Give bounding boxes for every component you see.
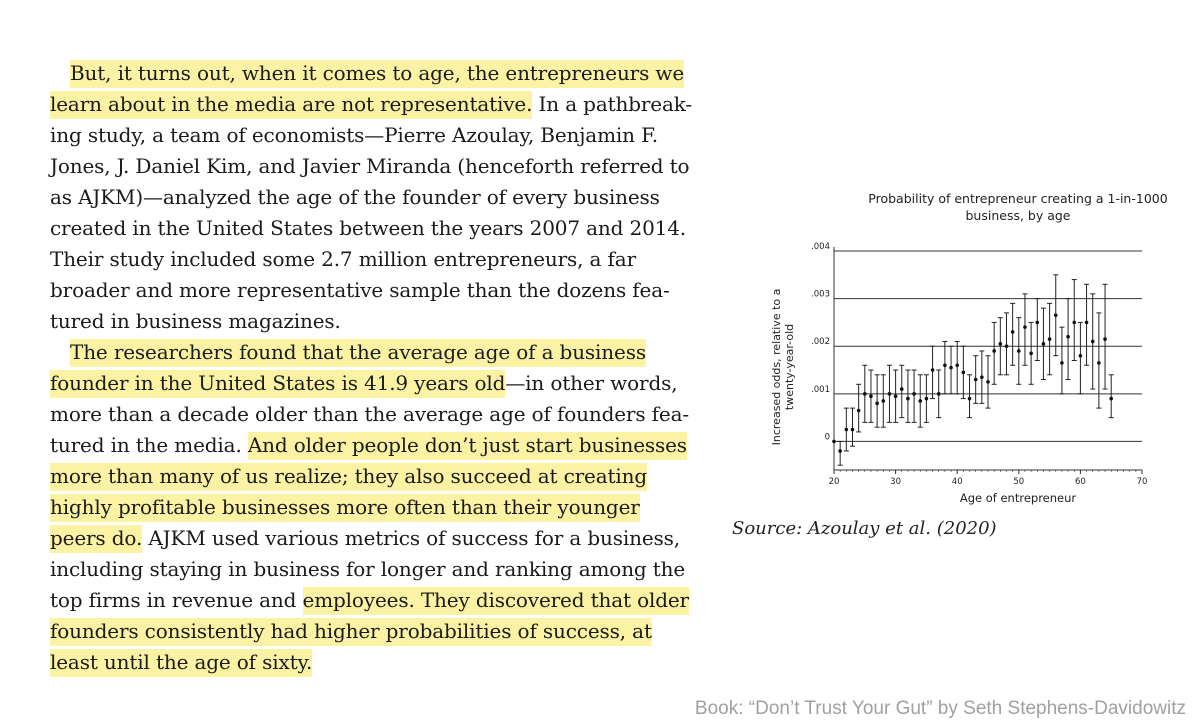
data-point <box>1004 313 1009 375</box>
point-marker <box>912 392 916 396</box>
text-line <box>50 337 700 368</box>
point-marker <box>869 394 873 398</box>
point-marker <box>1085 321 1089 325</box>
point-marker <box>1054 313 1058 317</box>
y-tick-label: .003 <box>811 289 830 300</box>
highlight: founder in the United States is 41.9 years old <box>50 370 505 398</box>
data-point <box>992 322 997 384</box>
chart-title-line2: business, by age <box>965 208 1071 223</box>
point-marker <box>1017 349 1021 353</box>
point-marker <box>1048 337 1052 341</box>
data-point <box>1029 322 1034 384</box>
gridlines <box>834 251 1142 441</box>
point-marker <box>1103 337 1107 341</box>
point-marker <box>1091 340 1095 344</box>
point-marker <box>974 378 978 382</box>
text-line: created in the United States between the years 2007 and 2014. <box>50 216 687 240</box>
data-point <box>838 441 843 465</box>
point-marker <box>875 402 879 406</box>
y-axis-label-line2: twenty-year-old <box>783 323 796 411</box>
point-marker <box>845 428 849 432</box>
highlight: employees. They discovered that older <box>303 587 689 615</box>
data-point <box>905 370 910 422</box>
y-tick-label: 0 <box>824 432 830 443</box>
point-marker <box>992 349 996 353</box>
data-point <box>930 346 935 398</box>
data-point <box>1022 294 1027 365</box>
data-point <box>1041 308 1046 379</box>
data-point <box>1078 322 1083 393</box>
data-point <box>844 408 849 451</box>
point-marker <box>900 387 904 391</box>
point-marker <box>888 392 892 396</box>
data-point <box>1010 303 1015 365</box>
point-marker <box>1066 335 1070 339</box>
data-point <box>893 370 898 422</box>
y-tick-label: .002 <box>811 337 830 348</box>
point-marker <box>918 399 922 403</box>
text-line <box>50 647 700 678</box>
text-line <box>50 616 700 647</box>
text-line: ing study, a team of economists—Pierre Azoulay, Benjamin F. <box>50 123 658 147</box>
text-line: tured in business magazines. <box>50 309 341 333</box>
age-success-chart <box>760 185 1180 515</box>
text-segment: —in other words, <box>505 371 678 395</box>
data-point <box>881 375 886 427</box>
point-marker <box>1011 330 1015 334</box>
point-marker <box>857 409 861 413</box>
tick-labels <box>811 242 1147 487</box>
data-point <box>967 375 972 418</box>
book-text <box>50 58 700 678</box>
book-credit: Book: “Don’t Trust Your Gut” by Seth Stephens-Davidowitz <box>694 698 1186 719</box>
data-point <box>1053 275 1058 356</box>
text-line <box>50 461 700 492</box>
text-line: as AJKM)—analyzed the age of the founder of every business <box>50 185 660 209</box>
point-marker <box>1097 361 1101 365</box>
data-point <box>924 375 929 423</box>
point-marker <box>955 363 959 367</box>
chart-svg <box>760 185 1180 515</box>
text-line: Their study included some 2.7 million entrepreneurs, a far <box>50 247 636 271</box>
highlight: least until the age of sixty. <box>50 649 312 677</box>
highlight: peers do. <box>50 525 142 553</box>
point-marker <box>1005 344 1009 348</box>
data-point <box>1072 280 1077 361</box>
point-marker <box>999 342 1003 346</box>
text-line <box>50 89 700 120</box>
point-marker <box>937 392 941 396</box>
x-tick-label: 30 <box>890 477 902 487</box>
point-marker <box>1035 321 1039 325</box>
text-segment: AJKM used various metrics of success for a business, <box>142 526 680 550</box>
point-marker <box>1109 397 1113 401</box>
data-point <box>949 346 954 394</box>
data-point <box>1084 284 1089 365</box>
point-marker <box>980 375 984 379</box>
highlight: learn about in the media are not representative. <box>50 91 532 119</box>
x-tick-label: 70 <box>1136 477 1148 487</box>
x-tick-label: 20 <box>828 477 840 487</box>
data-point <box>1090 294 1095 389</box>
point-marker <box>931 368 935 372</box>
data-point <box>850 408 855 446</box>
text-line <box>50 523 700 554</box>
text-line: broader and more representative sample than the dozens fea- <box>50 278 670 302</box>
data-point <box>986 356 991 408</box>
y-axis-label-line1: Increased odds, relative to a <box>770 288 783 446</box>
highlight: highly profitable businesses more often than their younger <box>50 494 640 522</box>
figure-source: Source: Azoulay et al. (2020) <box>732 518 997 539</box>
text-line <box>50 368 700 399</box>
text-line: Jones, J. Daniel Kim, and Javier Miranda (henceforth referred to <box>50 154 690 178</box>
text-segment: In a pathbreak- <box>532 92 692 116</box>
highlight: But, it turns out, when it comes to age, the entrepreneurs we <box>70 60 684 88</box>
text-line <box>50 58 700 89</box>
data-point <box>1066 299 1071 380</box>
point-marker <box>949 366 953 370</box>
data-point <box>875 375 880 427</box>
data-point <box>912 370 917 422</box>
x-tick-label: 50 <box>1013 477 1025 487</box>
data-point <box>1109 375 1114 418</box>
data-point <box>973 356 978 404</box>
x-axis-label: Age of entrepreneur <box>959 491 1077 505</box>
point-marker <box>832 440 836 444</box>
x-tick-label: 40 <box>951 477 963 487</box>
data-point <box>887 365 892 422</box>
point-marker <box>838 449 842 453</box>
data-point <box>1047 303 1052 374</box>
data-point <box>862 365 867 422</box>
text-line: including staying in business for longer and ranking among the <box>50 557 686 581</box>
point-marker <box>986 380 990 384</box>
point-marker <box>851 428 855 432</box>
highlight: The researchers found that the average age of a business <box>70 339 646 367</box>
point-marker <box>1023 325 1027 329</box>
point-marker <box>894 394 898 398</box>
data-point <box>1035 299 1040 361</box>
y-tick-label: .001 <box>811 384 830 395</box>
text-segment: tured in the media. <box>50 433 248 457</box>
data-point <box>918 375 923 427</box>
point-marker <box>863 392 867 396</box>
data-point <box>1016 318 1021 385</box>
point-marker <box>1029 352 1033 356</box>
highlight: more than many of us realize; they also succeed at creating <box>50 463 647 491</box>
text-line <box>50 585 700 616</box>
point-marker <box>968 397 972 401</box>
point-marker <box>1072 321 1076 325</box>
data-point <box>856 384 861 432</box>
data-point <box>936 370 941 418</box>
point-marker <box>1060 361 1064 365</box>
point-marker <box>881 399 885 403</box>
y-tick-label: .004 <box>811 242 830 252</box>
point-marker <box>962 371 966 375</box>
x-tick-label: 60 <box>1074 477 1086 487</box>
data-point <box>899 365 904 417</box>
text-line: more than a decade older than the average age of founders fea- <box>50 402 689 426</box>
text-line <box>50 492 700 523</box>
chart-title-line1: Probability of entrepreneur creating a 1-in-1000 <box>868 191 1168 206</box>
point-marker <box>1042 342 1046 346</box>
data-point <box>832 440 836 444</box>
text-segment: top firms in revenue and <box>50 588 303 612</box>
text-line <box>50 430 700 461</box>
data-point <box>1103 284 1108 389</box>
data-point <box>868 370 873 422</box>
data-point <box>961 346 966 398</box>
point-marker <box>943 363 947 367</box>
point-marker <box>906 397 910 401</box>
data-points <box>832 275 1113 465</box>
highlight: And older people don’t just start businesses <box>248 432 687 460</box>
data-point <box>1059 327 1064 394</box>
point-marker <box>1079 354 1083 358</box>
data-point <box>942 341 947 393</box>
highlight: founders consistently had higher probabilities of success, at <box>50 618 652 646</box>
data-point <box>955 341 960 393</box>
data-point <box>979 351 984 403</box>
point-marker <box>925 397 929 401</box>
